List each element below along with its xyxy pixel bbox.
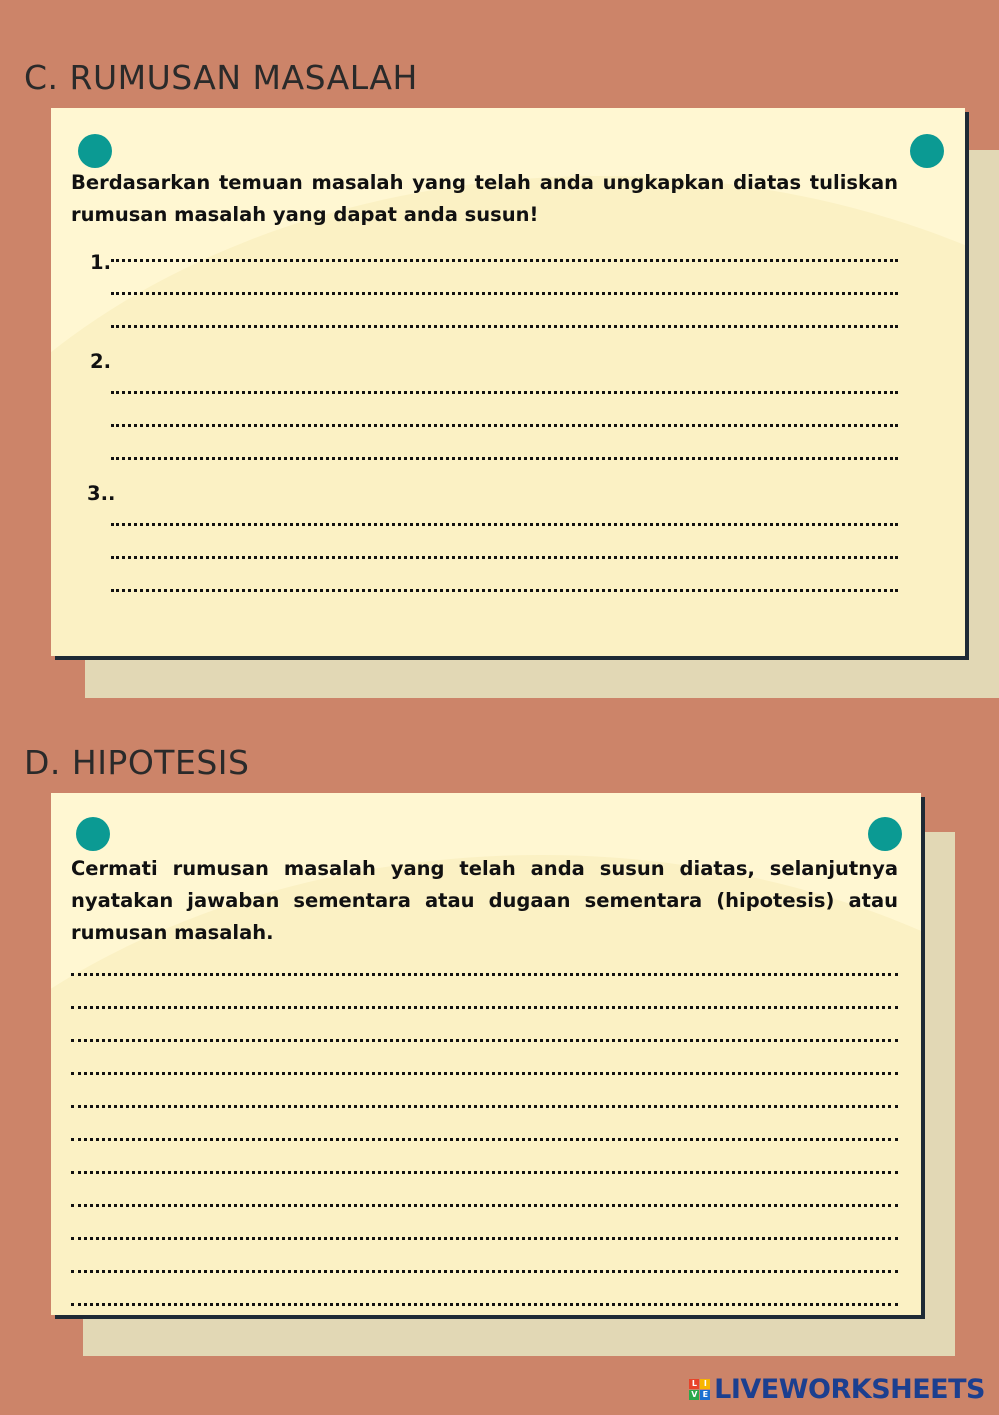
list-item <box>71 334 898 373</box>
answer-line[interactable] <box>71 1291 898 1306</box>
item-number: 2. <box>90 349 111 373</box>
answer-line[interactable] <box>111 313 898 328</box>
hipotesis-instruction: Cermati rumusan masalah yang telah anda susun diatas, selanjutnya nyatakan jawaban sementara atau dugaan sementara (hipotesis) atau rumusan masalah. <box>71 857 898 944</box>
answer-line-row <box>71 1147 898 1180</box>
answer-line[interactable] <box>111 280 898 295</box>
answer-line-row <box>71 1213 898 1246</box>
rumusan-masalah-card <box>51 108 965 656</box>
hipotesis-body <box>71 853 898 1312</box>
list-item-continuation <box>111 301 898 334</box>
answer-line[interactable] <box>71 1126 898 1141</box>
answer-line-row <box>71 949 898 982</box>
rumusan-instruction: Berdasarkan temuan masalah yang telah anda ungkapkan diatas tuliskan rumusan masalah yang dapat anda susun! <box>71 171 898 226</box>
answer-line-row <box>71 1081 898 1114</box>
answer-line[interactable] <box>71 994 898 1009</box>
list-item-continuation <box>111 433 898 466</box>
list-item <box>71 235 898 274</box>
answer-line-row <box>71 1246 898 1279</box>
logo-mark-cell: I <box>700 1379 710 1389</box>
answer-line[interactable] <box>71 961 898 976</box>
list-item-continuation <box>111 499 898 532</box>
answer-line-row <box>71 1015 898 1048</box>
answer-lines <box>71 949 898 1312</box>
item-number: 1. <box>90 250 111 274</box>
answer-line-row <box>71 1180 898 1213</box>
answer-line[interactable] <box>111 577 898 592</box>
logo-mark-cell: V <box>689 1390 699 1400</box>
logo-mark-cell: L <box>689 1379 699 1389</box>
answer-line[interactable] <box>71 1159 898 1174</box>
pin-icon <box>910 134 944 168</box>
answer-line[interactable] <box>111 247 898 262</box>
section-d-title: D. HIPOTESIS <box>24 743 250 782</box>
logo-mark-icon <box>689 1379 710 1400</box>
list-item-continuation <box>111 268 898 301</box>
answer-line[interactable] <box>71 1258 898 1273</box>
item-number: 3.. <box>87 481 116 505</box>
hipotesis-card <box>51 793 921 1315</box>
list-item-continuation <box>111 532 898 565</box>
pin-icon <box>868 817 902 851</box>
answer-line[interactable] <box>71 1225 898 1240</box>
answer-line[interactable] <box>111 544 898 559</box>
logo-text: LIVEWORKSHEETS <box>714 1374 985 1405</box>
answer-line[interactable] <box>71 1192 898 1207</box>
answer-line-row <box>71 1114 898 1147</box>
list-item-continuation <box>111 565 898 598</box>
pin-icon <box>76 817 110 851</box>
answer-line[interactable] <box>111 412 898 427</box>
answer-line-row <box>71 982 898 1015</box>
list-item-continuation <box>111 400 898 433</box>
answer-line[interactable] <box>71 1060 898 1075</box>
list-item-continuation <box>111 367 898 400</box>
answer-line[interactable] <box>111 445 898 460</box>
liveworksheets-logo <box>689 1374 985 1405</box>
answer-list <box>71 235 898 598</box>
answer-line[interactable] <box>111 379 898 394</box>
answer-line-row <box>71 1048 898 1081</box>
answer-line-row <box>71 1279 898 1312</box>
logo-mark-cell: E <box>700 1390 710 1400</box>
pin-icon <box>78 134 112 168</box>
answer-line[interactable] <box>111 511 898 526</box>
section-c-title: C. RUMUSAN MASALAH <box>24 58 418 97</box>
rumusan-masalah-body <box>71 167 898 598</box>
answer-line[interactable] <box>71 1093 898 1108</box>
list-item <box>71 466 898 505</box>
answer-line[interactable] <box>71 1027 898 1042</box>
